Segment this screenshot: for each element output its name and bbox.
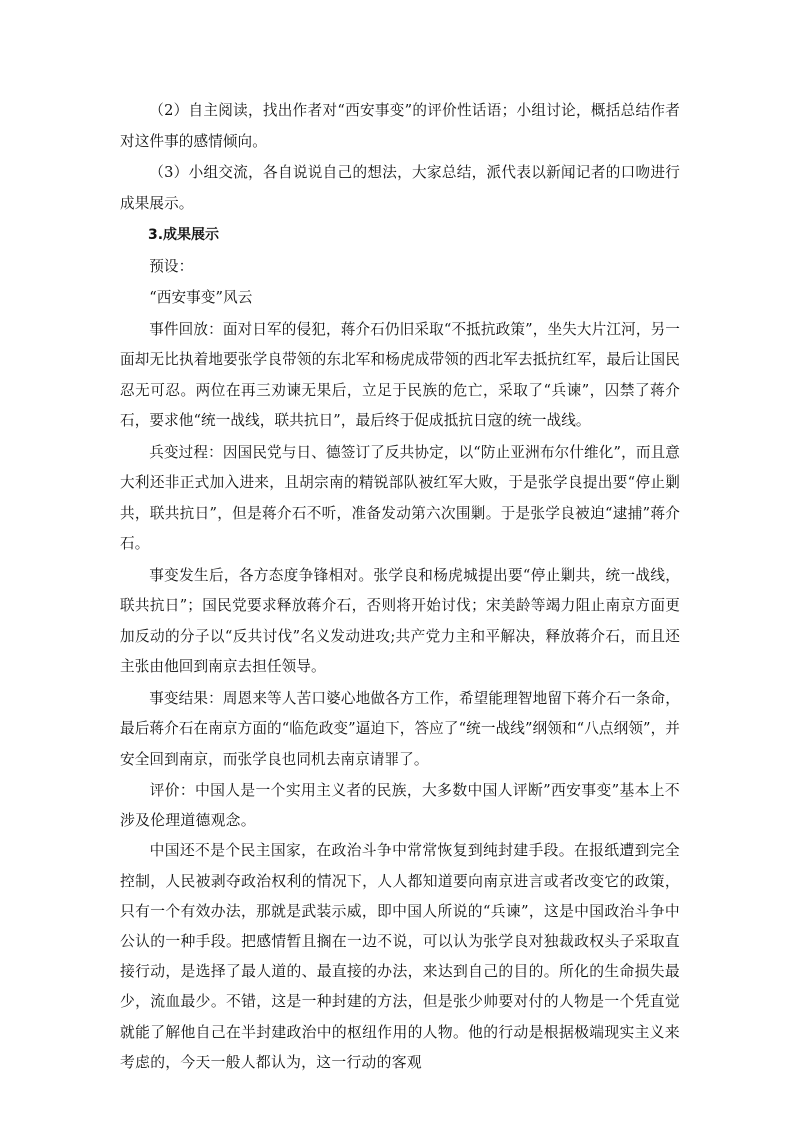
paragraph-after-incident: 事变发生后，各方态度争锋相对。张学良和杨虎城提出要“停止剿共，统一战线，联共抗日”；国民党要求释放蒋介石，否则将开始讨伐；宋美龄等竭力阻止南京方面更加反动的分子以“反共讨伐”名义发动进攻;共产党力主和平解决，释放蒋介石，而且还主张由他回到南京去担任领导。 [120,566,680,675]
paragraph-incident-result: 事变结果：周恩来等人苦口婆心地做各方工作，希望能理智地留下蒋介石一条命，最后蒋介石在南京方面的“临危政变”逼迫下，答应了“统一战线”纲领和“八点纲领”，并安全回到南京，而张学良也同机去南京请罪了。 [120,689,680,768]
paragraph-evaluation: 评价：中国人是一个实用主义者的民族，大多数中国人评断”西安事变”基本上不涉及伦理道德观念。 [120,782,680,830]
paragraph-task-3: （3）小组交流，各自说说自己的想法，大家总结，派代表以新闻记者的口吻进行成果展示。 [120,164,680,212]
paragraph-task-2: （2）自主阅读，找出作者对“西安事变”的评价性话语；小组讨论，概括总结作者对这件事的感情倾向。 [120,102,680,150]
section-heading-results: 3.成果展示 [148,227,220,243]
paragraph-preset-label: 预设： [149,257,194,275]
document-page [120,96,680,1078]
paragraph-analysis: 中国还不是个民主国家，在政治斗争中常常恢复到纯封建手段。在报纸遭到完全控制，人民被剥夺政治权利的情况下，人人都知道要向南京进言或者改变它的政策，只有一个有效办法，那就是武装示威，即中国人所说的“兵谏”，这是中国政治斗争中公认的一种手段。把感情暂且搁在一边不说，可以认为张学良对独裁政权头子采取直接行动，是选择了最人道的、最直接的办法，来达到自己的目的。所化的生命损失最少，流血最少。不错，这是一种封建的方法，但是张少帅要对付的人物是一个凭直觉就能了解他自己在半封建政治中的枢纽作用的人物。他的行动是根据极端现实主义来考虑的，今天一般人都认为，这一行动的客观 [120,842,680,1071]
paragraph-mutiny-process: 兵变过程：因国民党与日、德签订了反共协定，以“防止亚洲布尔什维化”，而且意大利还非正式加入进来，且胡宗南的精锐部队被红军大败，于是张学良提出要“停止剿共，联共抗日”，但是蒋介石不听，准备发动第六次围剿。于是张学良被迫“逮捕”蒋介石。 [120,443,680,552]
paragraph-subtitle: “西安事变”风云 [149,289,253,306]
paragraph-event-review: 事件回放：面对日军的侵犯，蒋介石仍旧采取“不抵抗政策”，坐失大片江河，另一面却无比执着地要张学良带领的东北军和杨虎成带领的西北军去抵抗红军，最后让国民忍无可忍。两位在再三劝谏无果后，立足于民族的危亡，采取了“兵谏”，囚禁了蒋介石，要求他“统一战线，联共抗日”，最后终于促成抵抗日寇的统一战线。 [120,320,680,429]
